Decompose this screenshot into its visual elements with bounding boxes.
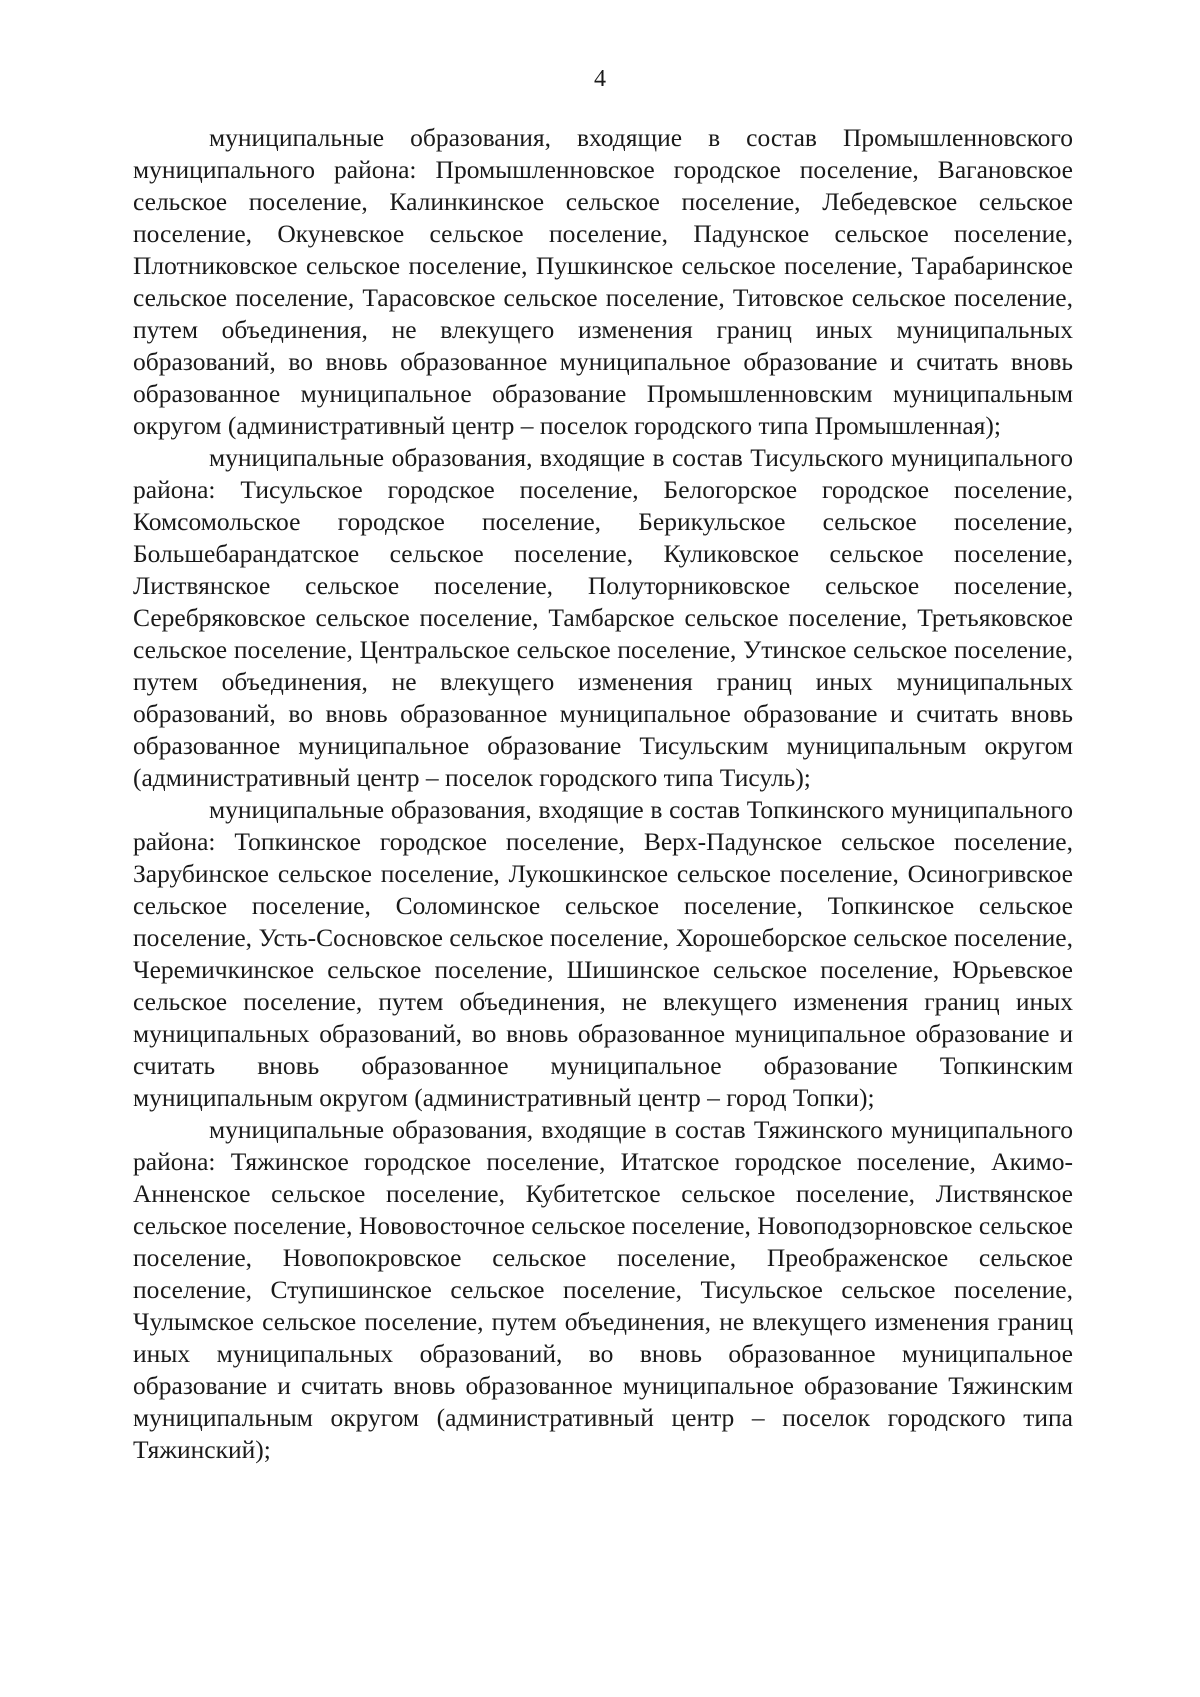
document-body: [133, 122, 1073, 1466]
paragraph-tisulsky: муниципальные образования, входящие в состав Тисульского муниципального района: Тисульское городское поселение, Белогорское городское поселение, Комсомольское городское поселение, Берикульское сельское поселение, Большебарандатское сельское поселение, Куликовское сельское поселение, Листвянское сельское поселение, Полуторниковское сельское поселение, Серебряковское сельское поселение, Тамбарское сельское поселение, Третьяковское сельское поселение, Центральское сельское поселение, Утинское сельское поселение, путем объединения, не влекущего изменения границ иных муниципальных образований, во вновь образованное муниципальное образование и считать вновь образованное муниципальное образование Тисульским муниципальным округом (административный центр – поселок городского типа Тисуль);: [133, 443, 1073, 792]
page-number: 4: [594, 66, 606, 92]
paragraph-tyazhinsky: муниципальные образования, входящие в состав Тяжинского муниципального района: Тяжинское городское поселение, Итатское городское поселение, Акимо-Анненское сельское поселение, Кубитетское сельское поселение, Листвянское сельское поселение, Нововосточное сельское поселение, Новоподзорновское сельское поселение, Новопокровское сельское поселение, Преображенское сельское поселение, Ступишинское сельское поселение, Тисульское сельское поселение, Чулымское сельское поселение, путем объединения, не влекущего изменения границ иных муниципальных образований, во вновь образованное муниципальное образование и считать вновь образованное муниципальное образование Тяжинским муниципальным округом (административный центр – поселок городского типа Тяжинский);: [133, 1115, 1073, 1464]
paragraph-promyshlennovsky: муниципальные образования, входящие в состав Промышленновского муниципального района: Промышленновское городское поселение, Вагановское сельское поселение, Калинкинское сельское поселение, Лебедевское сельское поселение, Окуневское сельское поселение, Падунское сельское поселение, Плотниковское сельское поселение, Пушкинское сельское поселение, Тарабаринское сельское поселение, Тарасовское сельское поселение, Титовское сельское поселение, путем объединения, не влекущего изменения границ иных муниципальных образований, во вновь образованное муниципальное образование и считать вновь образованное муниципальное образование Промышленновским муниципальным округом (административный центр – поселок городского типа Промышленная);: [133, 123, 1073, 440]
paragraph-topkinsky: муниципальные образования, входящие в состав Топкинского муниципального района: Топкинское городское поселение, Верх-Падунское сельское поселение, Зарубинское сельское поселение, Лукошкинское сельское поселение, Осиногривское сельское поселение, Соломинское сельское поселение, Топкинское сельское поселение, Усть-Сосновское сельское поселение, Хорошеборское сельское поселение, Черемичкинское сельское поселение, Шишинское сельское поселение, Юрьевское сельское поселение, путем объединения, не влекущего изменения границ иных муниципальных образований, во вновь образованное муниципальное образование и считать вновь образованное муниципальное образование Топкинским муниципальным округом (административный центр – город Топки);: [133, 795, 1073, 1112]
